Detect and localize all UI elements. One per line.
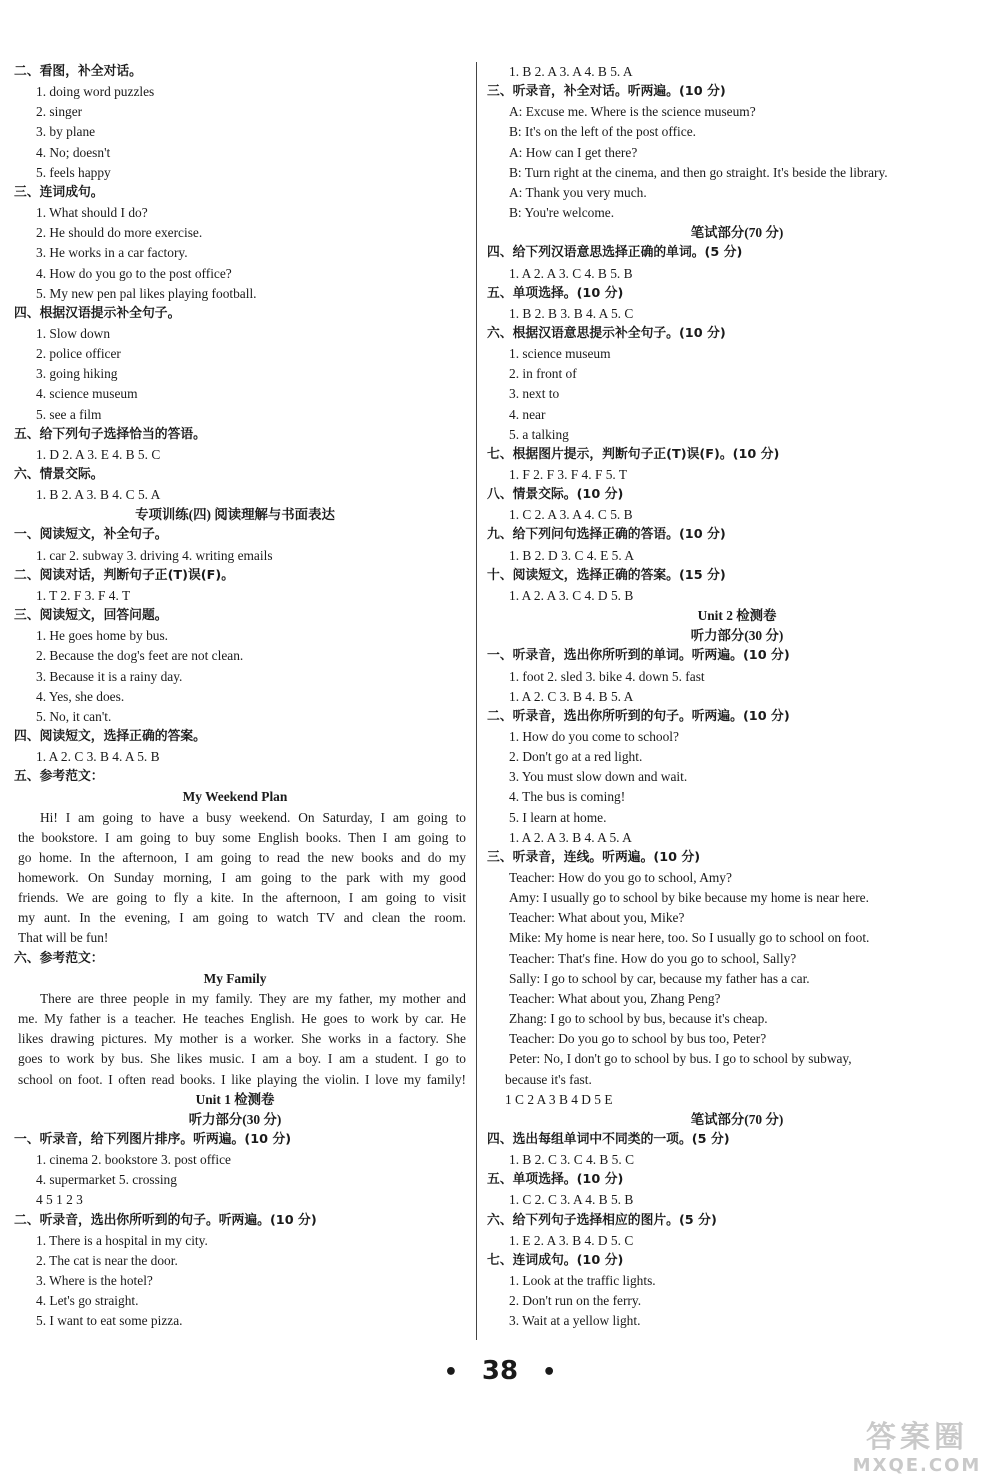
answer-line: 5. feels happy [36, 164, 111, 180]
answer-line: 2. Don't go at a red light. [509, 749, 643, 765]
answer-line: 3. Because it is a rainy day. [36, 668, 183, 684]
answer-line: 1. B 2. D 3. C 4. E 5. A [509, 547, 634, 563]
essay-line: That will be fun! [18, 930, 109, 946]
answer-line: Mike: My home is near here, too. So I usually go to school on foot. [509, 930, 870, 946]
essay-line: school on foot. I often read books. I like playing the violin. I love my family! [18, 1071, 466, 1087]
answer-line: 1. C 2. C 3. A 4. B 5. B [509, 1192, 634, 1208]
answer-line: 3. going hiking [36, 366, 118, 382]
answer-line: 3. Where is the hotel? [36, 1273, 153, 1288]
answer-line: 4. science museum [36, 386, 138, 402]
section-heading: 五、参考范文： [14, 769, 104, 785]
answer-line: 1. doing word puzzles [36, 84, 155, 100]
answer-line: 4. The bus is coming! [509, 789, 626, 805]
answer-line: Amy: I usually go to school by bike because my home is near here. [509, 890, 869, 906]
section-heading: 七、连词成句。(10 分) [487, 1252, 624, 1268]
centered-title: 听力部分(30 分) [690, 628, 784, 644]
section-heading: 五、单项选择。(10 分) [487, 1172, 624, 1188]
answer-line: 1 C 2 A 3 B 4 D 5 E [505, 1091, 613, 1107]
answer-line: 2. He should do more exercise. [36, 225, 203, 241]
answer-line: 4. supermarket 5. crossing [36, 1172, 177, 1188]
answer-line: 3. He works in a car factory. [36, 245, 188, 261]
watermark-logo [842, 1420, 992, 1478]
section-heading: 二、阅读对话，判断句子正(T)误(F)。 [14, 567, 235, 583]
essay-line: go home. In the afternoon, I am going to read the new books and do my [18, 849, 466, 865]
section-heading: 一、听录音，给下列图片排序。听两遍。(10 分) [14, 1131, 292, 1147]
answer-line: 4. No; doesn't [36, 144, 111, 160]
page-number [0, 1356, 1000, 1386]
answer-line: 4. Let's go straight. [36, 1293, 139, 1309]
answer-line: A: How can I get there? [509, 144, 638, 160]
section-heading: 六、根据汉语意思提示补全句子。(10 分) [487, 325, 726, 341]
answer-line: 1. Look at the traffic lights. [509, 1273, 656, 1288]
section-heading: 九、给下列问句选择正确的答语。(10 分) [487, 527, 726, 543]
right-column [476, 62, 997, 1340]
answer-line: 1. B 2. C 3. C 4. B 5. C [509, 1152, 635, 1168]
page-number-text: 38 [481, 1356, 519, 1386]
essay-line: goes to work by bus. She likes music. I am a boy. I am a student. I go to [18, 1051, 466, 1067]
essay-line: friends. We are going to fly a kite. In the afternoon, I am going to visit [18, 890, 466, 906]
answer-line: B: It's on the left of the post office. [509, 124, 696, 140]
answer-line: 1. A 2. A 3. C 4. D 5. B [509, 587, 634, 603]
answer-line: Sally: I go to school by car, because my father has a car. [509, 970, 810, 986]
answer-line: Zhang: I go to school by bus, because it's cheap. [509, 1011, 768, 1027]
answer-line: Teacher: What about you, Mike? [509, 910, 685, 926]
essay-line: homework. On Sunday morning, I am going to the park with my good [18, 870, 466, 885]
section-heading: 三、连词成句。 [14, 184, 104, 200]
answer-line: 5. I learn at home. [509, 809, 607, 825]
section-heading: 四、阅读短文，选择正确的答案。 [14, 728, 206, 744]
answer-line: 2. Don't run on the ferry. [509, 1293, 642, 1309]
answer-line: 2. in front of [509, 366, 577, 382]
section-heading: 一、阅读短文，补全句子。 [14, 527, 168, 543]
answer-line: 2. The cat is near the door. [36, 1252, 178, 1268]
answer-line: 5. No, it can't. [36, 708, 112, 724]
essay-line: likes drawing pictures. My mother is a worker. She works in a factory. She [18, 1031, 466, 1047]
answer-line: 1. Slow down [36, 325, 111, 341]
centered-title: My Family [203, 970, 267, 986]
answer-line: 1. C 2. A 3. A 4. C 5. B [509, 507, 633, 523]
centered-title: 专项训练(四) 阅读理解与书面表达 [135, 507, 335, 523]
answer-line: 5. I want to eat some pizza. [36, 1313, 183, 1329]
centered-title: My Weekend Plan [182, 789, 288, 805]
section-heading: 八、情景交际。(10 分) [487, 487, 624, 503]
section-heading: 三、听录音，补全对话。听两遍。(10 分) [487, 84, 726, 100]
bullet-dot-icon: • [542, 1360, 557, 1385]
section-heading: 三、听录音，连线。听两遍。(10 分) [487, 849, 701, 865]
answer-line: 1. cinema 2. bookstore 3. post office [36, 1152, 231, 1168]
centered-title: 笔试部分(70 分) [690, 225, 784, 241]
answer-line: 2. Because the dog's feet are not clean. [36, 648, 244, 664]
section-heading: 五、给下列句子选择恰当的答语。 [14, 426, 206, 442]
section-heading: 二、听录音，选出你所听到的句子。听两遍。(10 分) [14, 1212, 317, 1228]
answer-line: 5. My new pen pal likes playing football. [36, 285, 257, 301]
bullet-dot-icon: • [443, 1360, 458, 1385]
answer-line: 5. a talking [509, 426, 569, 442]
section-heading: 六、情景交际。 [14, 467, 104, 482]
answer-line: 3. Wait at a yellow light. [509, 1313, 641, 1329]
answer-line: A: Excuse me. Where is the science museum? [509, 104, 756, 120]
answer-line: 2. police officer [36, 346, 121, 362]
answer-line: because it's fast. [505, 1071, 592, 1087]
section-heading: 四、选出每组单词中不同类的一项。(5 分) [487, 1131, 730, 1147]
answer-line: 2. singer [36, 104, 83, 120]
answer-line: Teacher: How do you go to school, Amy? [509, 870, 732, 885]
section-heading: 七、根据图片提示，判断句子正(T)误(F)。(10 分) [487, 446, 780, 462]
answer-line: 1. B 2. A 3. A 4. B 5. A [509, 64, 633, 79]
section-heading: 十、阅读短文，选择正确的答案。(15 分) [487, 567, 726, 583]
answer-line: 5. see a film [36, 406, 102, 422]
answer-line: Teacher: Do you go to school by bus too, Peter? [509, 1031, 767, 1047]
section-heading: 四、根据汉语提示补全句子。 [14, 305, 181, 321]
answer-line: Peter: No, I don't go to school by bus. I go to school by subway, [509, 1051, 852, 1067]
essay-line: the bookstore. I am going to buy some English books. Then I am going to [18, 829, 466, 845]
essay-line: me. My father is a teacher. He teaches English. He goes to work by car. He [18, 1011, 466, 1027]
answer-line: 1. D 2. A 3. E 4. B 5. C [36, 446, 161, 462]
section-heading: 三、阅读短文，回答问题。 [14, 608, 168, 624]
answer-line: 1. E 2. A 3. B 4. D 5. C [509, 1232, 634, 1248]
answer-line: 1. A 2. A 3. B 4. A 5. A [509, 829, 632, 845]
centered-title: 听力部分(30 分) [188, 1111, 282, 1127]
answer-line: 1. car 2. subway 3. driving 4. writing emails [36, 547, 273, 563]
watermark-url: MXQE.COM [852, 1455, 982, 1476]
answer-line: 4 5 1 2 3 [36, 1192, 83, 1208]
answer-line: 1. B 2. A 3. B 4. C 5. A [36, 487, 161, 503]
answer-line: 1. T 2. F 3. F 4. T [36, 587, 131, 603]
answer-line: 4. Yes, she does. [36, 688, 125, 704]
essay-line: There are three people in my family. They are my father, my mother and [40, 990, 466, 1006]
answer-line: 1. How do you come to school? [509, 728, 679, 744]
centered-title: Unit 1 检测卷 [195, 1091, 275, 1107]
answer-line: 1. foot 2. sled 3. bike 4. down 5. fast [509, 668, 705, 684]
answer-line: Teacher: What about you, Zhang Peng? [509, 990, 721, 1006]
answer-line: 4. How do you go to the post office? [36, 265, 232, 281]
answer-line: 3. next to [509, 386, 560, 402]
section-heading: 一、听录音，选出你所听到的单词。听两遍。(10 分) [487, 648, 790, 664]
section-heading: 二、看图，补全对话。 [14, 64, 142, 79]
answer-line: 3. by plane [36, 124, 96, 140]
answer-line: 1. He goes home by bus. [36, 628, 169, 644]
section-heading: 六、给下列句子选择相应的图片。(5 分) [487, 1212, 717, 1228]
answer-line: 1. A 2. C 3. B 4. B 5. A [509, 688, 634, 704]
answer-line: Teacher: That's fine. How do you go to school, Sally? [509, 950, 797, 966]
centered-title: Unit 2 检测卷 [697, 608, 777, 624]
answer-line: A: Thank you very much. [509, 184, 647, 200]
answer-line: 1. science museum [509, 346, 611, 362]
section-heading: 六、参考范文： [14, 950, 104, 966]
essay-line: Hi! I am going to have a busy weekend. On Saturday, I am going to [40, 809, 466, 825]
answer-line: 1. F 2. F 3. F 4. F 5. T [509, 467, 628, 482]
answer-line: 1. What should I do? [36, 205, 148, 221]
centered-title: 笔试部分(70 分) [690, 1111, 784, 1127]
answer-line: 1. B 2. B 3. B 4. A 5. C [509, 305, 634, 321]
answer-line: 1. A 2. A 3. C 4. B 5. B [509, 265, 633, 281]
answer-line: 4. near [509, 406, 546, 422]
essay-line: my aunt. In the evening, I am going to watch TV and clean the room. [18, 910, 466, 926]
section-heading: 二、听录音，选出你所听到的句子。听两遍。(10 分) [487, 708, 790, 724]
answer-line: 3. You must slow down and wait. [509, 769, 688, 785]
section-heading: 五、单项选择。(10 分) [487, 285, 624, 301]
answer-line: B: Turn right at the cinema, and then go straight. It's beside the library. [509, 164, 888, 180]
answer-line: B: You're welcome. [509, 205, 615, 221]
answer-line: 1. There is a hospital in my city. [36, 1232, 208, 1248]
answer-line: 1. A 2. C 3. B 4. A 5. B [36, 749, 160, 765]
section-heading: 四、给下列汉语意思选择正确的单词。(5 分) [487, 245, 743, 261]
watermark-title: 答案圈 [866, 1420, 968, 1455]
